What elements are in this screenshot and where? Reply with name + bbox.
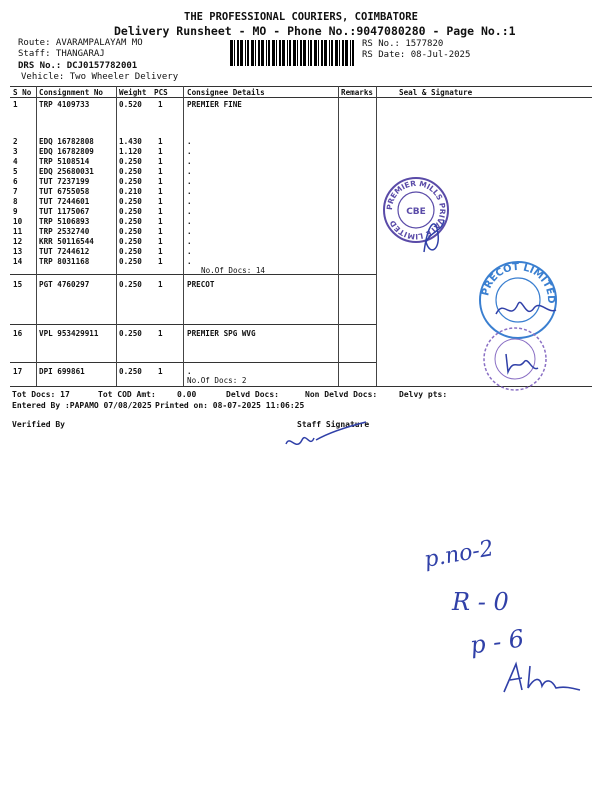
group2-rule <box>10 324 376 325</box>
barcode-bar <box>268 40 270 66</box>
barcode-bar <box>342 40 344 66</box>
route-label: Route: AVARAMPALAYAM MO <box>18 38 143 48</box>
signature-scribble <box>418 212 448 264</box>
row-consignee: . <box>187 197 192 206</box>
row-consignment: TRP 8031168 <box>39 257 90 266</box>
total-cod-label: Tot COD Amt: <box>98 390 156 399</box>
row-consignee: . <box>187 217 192 226</box>
row-pcs: 1 <box>158 100 163 109</box>
row-sno: 2 <box>13 137 18 146</box>
barcode <box>230 40 356 66</box>
barcode-bar <box>255 40 256 66</box>
row-consignee: . <box>187 227 192 236</box>
premier-mills-stamp-text: PREMIER MILLS PRIVATE LIMITED <box>384 178 448 242</box>
row-consignee: . <box>187 367 192 376</box>
delivery-points: Delvy pts: <box>399 390 448 399</box>
row-sno: 7 <box>13 187 18 196</box>
header-consignment: Consignment No <box>39 88 104 97</box>
row-consignee: . <box>187 237 192 246</box>
barcode-bar <box>279 40 281 66</box>
barcode-bar <box>237 40 239 66</box>
barcode-bar <box>282 40 285 66</box>
row-consignment: VPL 953429911 <box>39 329 99 338</box>
barcode-bar <box>230 40 233 66</box>
row-sno: 10 <box>13 217 23 226</box>
row-weight: 0.250 <box>119 227 142 236</box>
row-consignment: TUT 6755058 <box>39 187 90 196</box>
group1-rule <box>10 274 376 275</box>
barcode-bar <box>308 40 309 66</box>
row-pcs: 1 <box>158 157 163 166</box>
row-weight: 0.250 <box>119 329 142 338</box>
row-consignment: TUT 7237199 <box>39 177 90 186</box>
row-weight: 0.250 <box>119 237 142 246</box>
row-consignee: . <box>187 207 192 216</box>
precot-stamp-text: PRECOT LIMITED <box>480 261 557 304</box>
header-weight: Weight <box>119 88 147 97</box>
company-title: THE PROFESSIONAL COURIERS, COIMBATORE <box>184 11 418 23</box>
row-consignment: TUT 7244612 <box>39 247 90 256</box>
row-weight: 0.250 <box>119 367 142 376</box>
premier-mills-stamp-city: CBE <box>406 207 426 217</box>
staff-signature-label: Staff Signature <box>297 420 370 429</box>
row-sno: 16 <box>13 329 23 338</box>
entered-by: Entered By :PAPAMO 07/08/2025 <box>12 401 152 410</box>
non-delivered-docs: Non Delvd Docs: <box>305 390 378 399</box>
runsheet-title: Delivery Runsheet - MO - Phone No.:9047080280 - Page No.:1 <box>114 24 516 38</box>
row-pcs: 1 <box>158 187 163 196</box>
row-pcs: 1 <box>158 257 163 266</box>
row-sno: 3 <box>13 147 18 156</box>
row-consignment: EDQ 25680031 <box>39 167 94 176</box>
row-consignee: . <box>187 187 192 196</box>
header-remarks: Remarks <box>341 88 374 97</box>
header-seal-signature: Seal & Signature <box>399 88 473 97</box>
barcode-bar <box>247 40 249 66</box>
barcode-bar <box>272 40 275 66</box>
barcode-bar <box>297 40 298 66</box>
handwritten-signature <box>500 660 582 700</box>
staff-signature-scribble <box>280 418 370 458</box>
row-pcs: 1 <box>158 147 163 156</box>
row-weight: 0.250 <box>119 247 142 256</box>
barcode-bar <box>345 40 348 66</box>
row-weight: 0.250 <box>119 207 142 216</box>
group2-doc-count: No.Of Docs: 2 <box>187 376 247 385</box>
rs-number: RS No.: 1577820 <box>362 39 444 49</box>
group3-rule <box>10 362 376 363</box>
header-sno: S No <box>13 88 32 97</box>
barcode-bar <box>329 40 330 66</box>
row-sno: 14 <box>13 257 23 266</box>
row-weight: 0.520 <box>119 100 142 109</box>
barcode-bar <box>258 40 260 66</box>
row-sno: 1 <box>13 100 18 109</box>
row-weight: 0.250 <box>119 177 142 186</box>
table-top-rule <box>10 86 592 87</box>
printed-on: Printed on: 08-07-2025 11:06:25 <box>155 401 305 410</box>
row-sno: 17 <box>13 367 23 376</box>
barcode-bar <box>251 40 254 66</box>
row-consignment: DPI 699861 <box>39 367 85 376</box>
row-sno: 8 <box>13 197 18 206</box>
row-consignee: . <box>187 147 192 156</box>
barcode-bar <box>300 40 302 66</box>
row-consignment: PGT 4760297 <box>39 280 90 289</box>
row-sno: 6 <box>13 177 18 186</box>
barcode-bar <box>245 40 246 66</box>
col-divider <box>183 86 184 386</box>
header-pcs: PCS <box>154 88 168 97</box>
table-header-rule <box>10 97 592 98</box>
row-consignment: EDQ 16782808 <box>39 137 94 146</box>
total-docs: Tot Docs: 17 <box>12 390 70 399</box>
col-divider <box>338 86 339 386</box>
handwritten-note: p.no-2 <box>422 536 496 573</box>
row-sno: 9 <box>13 207 18 216</box>
barcode-bar <box>324 40 327 66</box>
row-consignee: . <box>187 177 192 186</box>
row-consignment: KRR 50116544 <box>39 237 94 246</box>
rs-date: RS Date: 08-Jul-2025 <box>362 50 471 60</box>
row-consignment: TRP 2532740 <box>39 227 90 236</box>
row-weight: 0.250 <box>119 197 142 206</box>
signature-scribble <box>492 294 560 328</box>
barcode-bar <box>314 40 317 66</box>
vehicle-label: Vehicle: Two Wheeler Delivery <box>21 72 179 82</box>
row-weight: 0.210 <box>119 187 142 196</box>
row-weight: 0.250 <box>119 167 142 176</box>
barcode-bar <box>318 40 319 66</box>
signature-scribble <box>502 350 542 380</box>
row-pcs: 1 <box>158 237 163 246</box>
row-pcs: 1 <box>158 197 163 206</box>
header-consignee: Consignee Details <box>187 88 265 97</box>
col-divider <box>116 86 117 386</box>
row-pcs: 1 <box>158 217 163 226</box>
group1-doc-count: No.Of Docs: 14 <box>201 266 266 275</box>
row-sno: 5 <box>13 167 18 176</box>
row-consignee: PRECOT <box>187 280 215 289</box>
col-divider <box>376 86 377 386</box>
verified-by: Verified By <box>12 420 65 429</box>
barcode-bar <box>310 40 312 66</box>
row-weight: 0.250 <box>119 280 142 289</box>
barcode-bar <box>321 40 323 66</box>
row-pcs: 1 <box>158 167 163 176</box>
row-sno: 4 <box>13 157 18 166</box>
barcode-bar <box>266 40 267 66</box>
row-sno: 12 <box>13 237 23 246</box>
row-consignee: PREMIER FINE <box>187 100 242 109</box>
row-consignment: EDQ 16782809 <box>39 147 94 156</box>
row-weight: 0.250 <box>119 217 142 226</box>
row-consignment: TRP 5106893 <box>39 217 90 226</box>
barcode-bar <box>303 40 306 66</box>
row-pcs: 1 <box>158 280 163 289</box>
col-divider <box>36 86 37 386</box>
barcode-bar <box>293 40 296 66</box>
row-weight: 0.250 <box>119 257 142 266</box>
row-consignee: . <box>187 257 192 266</box>
row-sno: 15 <box>13 280 23 289</box>
row-weight: 0.250 <box>119 157 142 166</box>
barcode-bar <box>261 40 264 66</box>
barcode-bar <box>289 40 291 66</box>
row-weight: 1.430 <box>119 137 142 146</box>
barcode-bar <box>331 40 333 66</box>
handwritten-note: R - 0 <box>452 588 509 616</box>
row-consignee: . <box>187 157 192 166</box>
row-consignment: TUT 1175067 <box>39 207 90 216</box>
row-consignee: . <box>187 247 192 256</box>
row-consignment: TRP 4109733 <box>39 100 90 109</box>
row-consignee: . <box>187 137 192 146</box>
barcode-bar <box>339 40 340 66</box>
barcode-bar <box>234 40 235 66</box>
row-pcs: 1 <box>158 177 163 186</box>
staff-label: Staff: THANGARAJ <box>18 49 105 59</box>
row-consignee: PREMIER SPG WVG <box>187 329 256 338</box>
row-pcs: 1 <box>158 207 163 216</box>
row-pcs: 1 <box>158 137 163 146</box>
delivered-docs: Delvd Docs: <box>226 390 279 399</box>
barcode-bar <box>240 40 243 66</box>
total-cod-value: 0.00 <box>177 390 197 399</box>
drs-label: DRS No.: DCJ0157782001 <box>18 61 138 71</box>
row-weight: 1.120 <box>119 147 142 156</box>
barcode-bar <box>350 40 351 66</box>
row-consignment: TRP 5108514 <box>39 157 90 166</box>
row-pcs: 1 <box>158 247 163 256</box>
row-pcs: 1 <box>158 367 163 376</box>
row-pcs: 1 <box>158 329 163 338</box>
row-consignment: TUT 7244601 <box>39 197 90 206</box>
handwritten-note: p - 6 <box>468 624 526 660</box>
barcode-bar <box>335 40 338 66</box>
row-pcs: 1 <box>158 227 163 236</box>
barcode-bar <box>276 40 277 66</box>
row-sno: 13 <box>13 247 23 256</box>
barcode-bar <box>352 40 354 66</box>
barcode-bar <box>287 40 288 66</box>
row-consignee: . <box>187 167 192 176</box>
row-sno: 11 <box>13 227 23 236</box>
